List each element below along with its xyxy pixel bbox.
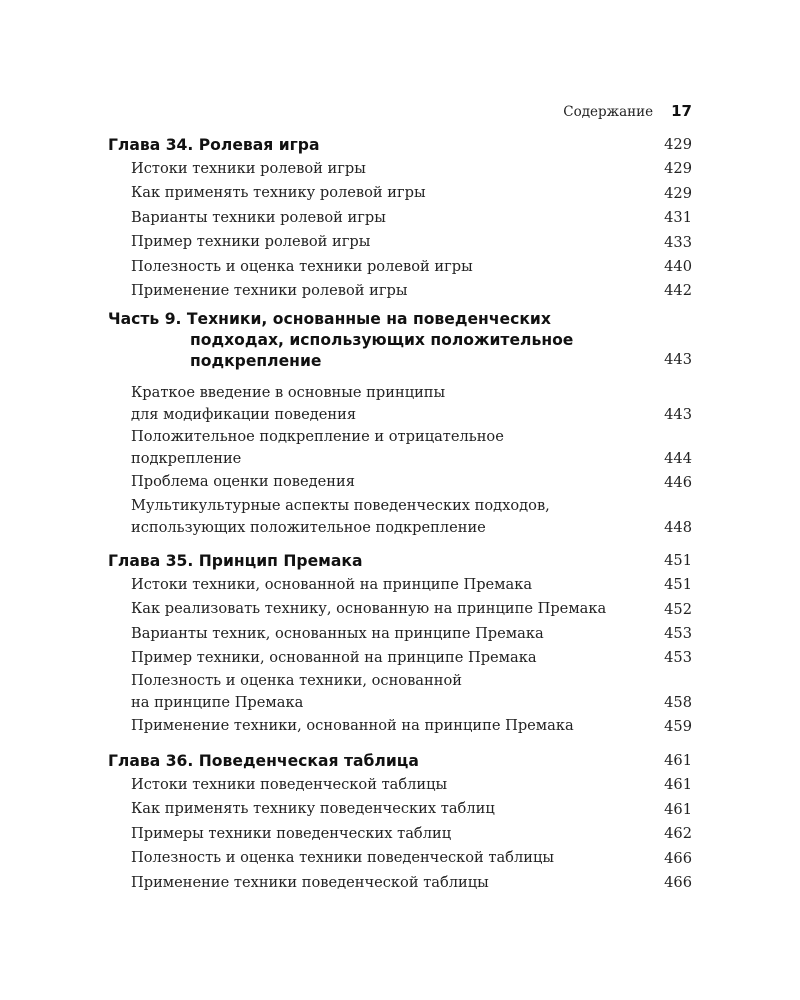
toc-chapter-36[interactable] xyxy=(108,749,692,773)
entry-title: Истоки техники ролевой игры xyxy=(131,160,366,177)
toc-entry[interactable] xyxy=(108,157,692,181)
toc-entry[interactable] xyxy=(108,597,692,621)
chapter-title: Глава 35. Принцип Премака xyxy=(108,551,363,570)
running-head xyxy=(563,100,692,122)
toc-entry[interactable] xyxy=(108,871,692,895)
entry-title: Истоки техники, основанной на принципе Премака xyxy=(131,575,533,593)
toc-entry[interactable] xyxy=(108,822,692,846)
entry-title-line-1: Мультикультурные аспекты поведенческих подходов, xyxy=(131,496,550,514)
entry-page: 440 xyxy=(664,258,692,276)
toc-entry[interactable] xyxy=(108,714,692,738)
entry-title: Варианты техник, основанных на принципе Премака xyxy=(131,624,544,642)
toc-entry[interactable] xyxy=(108,382,692,426)
entry-title: Варианты техники ролевой игры xyxy=(131,208,386,226)
toc-entry[interactable] xyxy=(108,573,692,597)
entry-title xyxy=(108,670,632,714)
entry-page: 458 xyxy=(664,694,692,712)
part-page: 443 xyxy=(664,351,692,369)
chapter-page: 451 xyxy=(664,551,692,569)
entry-title: Примеры техники поведенческих таблиц xyxy=(131,824,452,842)
toc-entry[interactable] xyxy=(108,206,692,230)
entry-title-line-2: подкрепление xyxy=(131,450,242,468)
entry-page: 443 xyxy=(664,406,692,424)
entry-page: 444 xyxy=(664,450,692,468)
entry-page: 466 xyxy=(664,849,692,867)
toc-entry[interactable] xyxy=(108,670,692,714)
entry-title-line-1: Краткое введение в основные принципы xyxy=(131,384,446,402)
entry-page: 448 xyxy=(664,518,692,536)
running-title: Содержание xyxy=(563,104,654,120)
entry-title: Проблема оценки поведения xyxy=(131,473,355,491)
entry-page: 461 xyxy=(664,776,692,794)
book-page xyxy=(108,0,692,1000)
toc-entry[interactable] xyxy=(108,646,692,670)
toc-entry[interactable] xyxy=(108,773,692,797)
toc-entry[interactable] xyxy=(108,846,692,870)
part-title-line-2: подходах, использующих положительное xyxy=(190,331,574,350)
entry-page: 461 xyxy=(664,800,692,818)
entry-title: Как применять технику поведенческих таблиц xyxy=(131,800,495,818)
entry-page: 429 xyxy=(664,160,692,178)
entry-page: 453 xyxy=(664,625,692,643)
entry-title xyxy=(108,382,632,426)
toc-chapter-35[interactable] xyxy=(108,549,692,573)
entry-page: 452 xyxy=(664,600,692,618)
entry-page: 459 xyxy=(664,717,692,735)
entry-title: Применение техники, основанной на принципе Премака xyxy=(131,717,574,735)
toc-entry[interactable] xyxy=(108,255,692,279)
toc-entry[interactable] xyxy=(108,797,692,821)
entry-title: Полезность и оценка техники поведенческой таблицы xyxy=(131,849,554,867)
table-of-contents xyxy=(108,133,692,895)
entry-title: Как реализовать технику, основанную на принципе Премака xyxy=(131,600,607,618)
toc-entry[interactable] xyxy=(108,181,692,205)
entry-title-line-2: использующих положительное подкрепление xyxy=(131,518,486,536)
entry-title: Пример техники, основанной на принципе Премака xyxy=(131,649,537,667)
page-number: 17 xyxy=(671,102,692,120)
entry-title: Истоки техники поведенческой таблицы xyxy=(131,775,448,793)
toc-entry[interactable] xyxy=(108,426,692,470)
entry-page: 442 xyxy=(664,282,692,300)
toc-entry[interactable] xyxy=(108,470,692,494)
entry-title xyxy=(108,495,632,539)
toc-entry[interactable] xyxy=(108,230,692,254)
toc-entry[interactable] xyxy=(108,622,692,646)
part-title-line-1: Часть 9. Техники, основанные на поведенческих xyxy=(108,310,551,329)
entry-title-line-2: для модификации поведения xyxy=(131,406,357,424)
chapter-title: Глава 34. Ролевая игра xyxy=(108,136,320,154)
entry-title-line-1: Полезность и оценка техники, основанной xyxy=(131,672,462,690)
entry-page: 453 xyxy=(664,649,692,667)
entry-page: 429 xyxy=(664,184,692,202)
part-title xyxy=(108,309,632,372)
entry-title: Как применять технику ролевой игры xyxy=(131,184,426,202)
chapter-title: Глава 36. Поведенческая таблица xyxy=(108,751,419,770)
entry-title: Полезность и оценка техники ролевой игры xyxy=(131,257,473,275)
entry-page: 462 xyxy=(664,825,692,843)
toc-entry[interactable] xyxy=(108,279,692,303)
entry-title: Применение техники ролевой игры xyxy=(131,282,408,300)
entry-page: 446 xyxy=(664,473,692,491)
toc-part-9[interactable] xyxy=(108,309,692,372)
entry-title: Применение техники поведенческой таблицы xyxy=(131,873,489,891)
chapter-page: 461 xyxy=(664,751,692,769)
entry-page: 466 xyxy=(664,873,692,891)
entry-title-line-2: на принципе Премака xyxy=(131,694,304,712)
entry-title-line-1: Положительное подкрепление и отрицательное xyxy=(131,428,504,446)
entry-title: Пример техники ролевой игры xyxy=(131,233,371,251)
toc-entry[interactable] xyxy=(108,495,692,539)
chapter-page: 429 xyxy=(664,136,692,153)
entry-page: 431 xyxy=(664,209,692,227)
entry-page: 433 xyxy=(664,233,692,251)
entry-page: 451 xyxy=(664,576,692,594)
part-title-line-3: подкрепление xyxy=(190,352,322,371)
toc-chapter-34[interactable] xyxy=(108,133,692,157)
entry-title xyxy=(108,426,632,470)
